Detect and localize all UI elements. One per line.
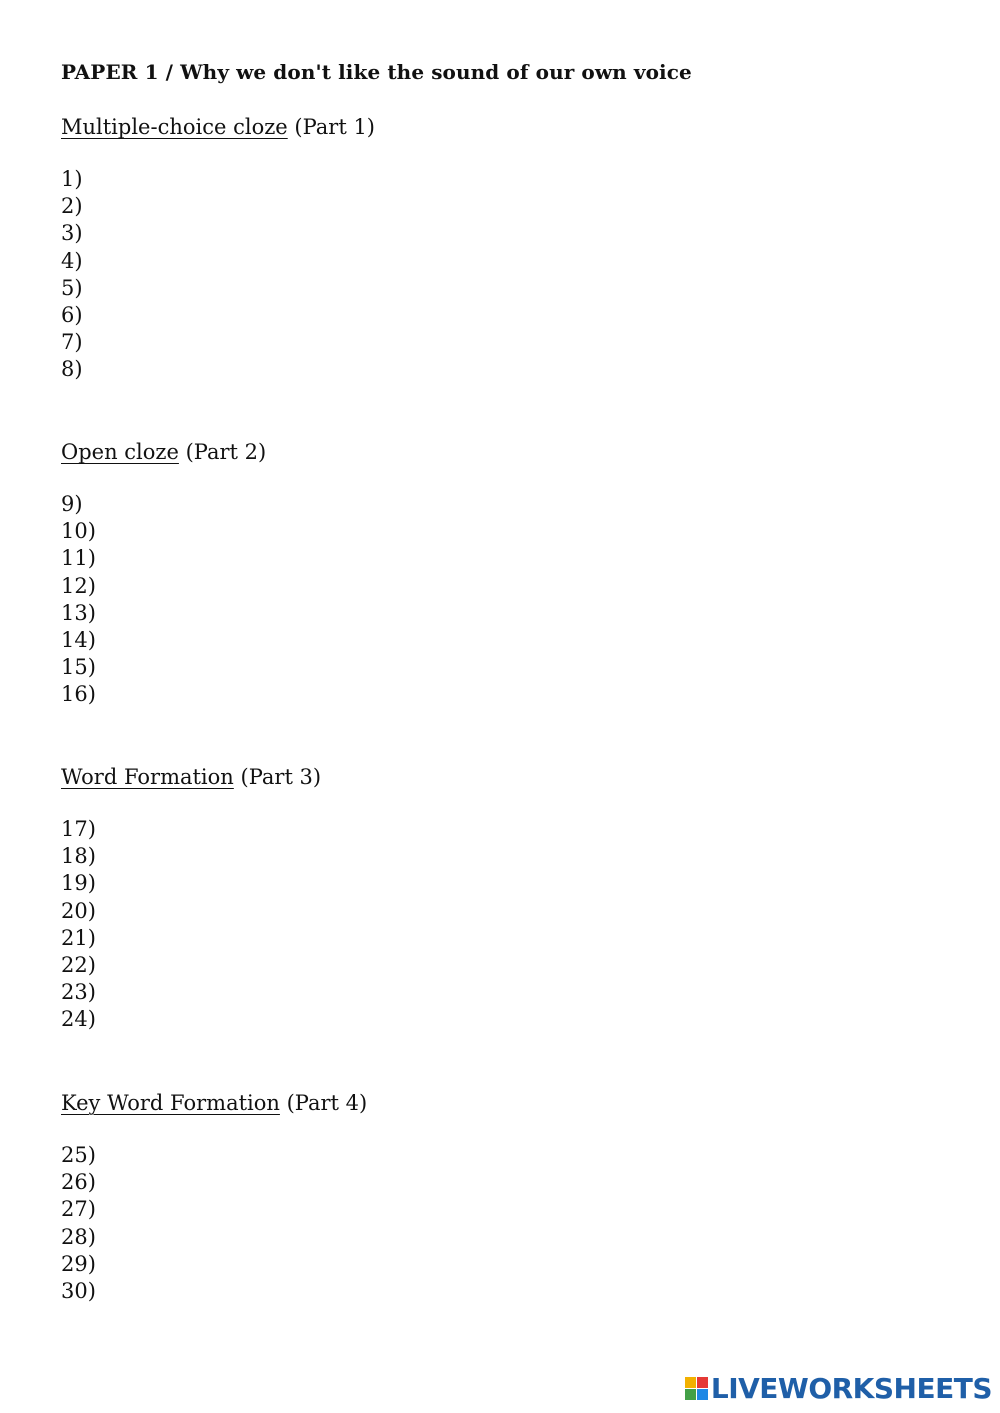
answer-item: 18)	[61, 844, 96, 869]
answer-item: 9)	[61, 492, 83, 516]
answer-item: 16)	[61, 682, 96, 707]
liveworksheets-logo-icon	[685, 1377, 708, 1400]
section-heading-part: (Part 3)	[233, 765, 322, 789]
answer-item: 14)	[61, 627, 96, 652]
answer-item: 15)	[61, 655, 96, 680]
answer-item: 6)	[61, 302, 83, 327]
answer-item: 19)	[61, 871, 96, 896]
answer-item: 11)	[61, 546, 96, 571]
section-part-4	[61, 1088, 761, 1305]
answer-item: 4)	[61, 248, 83, 273]
answer-item: 12)	[61, 573, 96, 598]
answer-item: 5)	[61, 275, 83, 300]
section-part-2	[61, 437, 761, 709]
answer-item: 17)	[61, 817, 96, 841]
section-heading-underlined: Word Formation	[61, 765, 234, 789]
answer-item: 7)	[61, 330, 83, 355]
answer-list	[61, 491, 761, 709]
answer-item: 30)	[61, 1278, 96, 1303]
section-heading	[61, 1088, 761, 1118]
answer-item: 2)	[61, 194, 83, 219]
answer-item: 8)	[61, 357, 83, 382]
answer-item: 25)	[61, 1143, 96, 1167]
answer-item: 3)	[61, 221, 83, 246]
answer-list	[61, 166, 761, 384]
section-heading	[61, 437, 761, 467]
liveworksheets-logo	[685, 1372, 992, 1405]
section-heading	[61, 112, 761, 142]
answer-item: 23)	[61, 980, 96, 1005]
section-part-1	[61, 112, 761, 384]
answer-item: 10)	[61, 519, 96, 544]
answer-item: 13)	[61, 600, 96, 625]
section-heading-underlined: Open cloze	[61, 440, 179, 464]
answer-item: 22)	[61, 952, 96, 977]
answer-item: 27)	[61, 1197, 96, 1222]
answer-list	[61, 816, 761, 1034]
answer-item: 21)	[61, 925, 96, 950]
section-heading	[61, 762, 761, 792]
section-heading-part: (Part 1)	[287, 115, 375, 139]
answer-item: 24)	[61, 1007, 96, 1032]
section-heading-underlined: Multiple-choice cloze	[61, 115, 288, 139]
logo-text: LIVEWORKSHEETS	[710, 1372, 992, 1405]
section-heading-part: (Part 4)	[279, 1091, 368, 1115]
answer-item: 26)	[61, 1170, 96, 1195]
section-part-3	[61, 762, 761, 1034]
answer-item: 29)	[61, 1251, 96, 1276]
section-heading-underlined: Key Word Formation	[61, 1091, 280, 1115]
answer-item: 28)	[61, 1224, 96, 1249]
page-title: PAPER 1 / Why we don't like the sound of our own voice	[61, 60, 692, 84]
answer-item: 1)	[61, 167, 83, 191]
answer-list	[61, 1142, 761, 1305]
answer-item: 20)	[61, 898, 96, 923]
section-heading-part: (Part 2)	[178, 440, 267, 464]
